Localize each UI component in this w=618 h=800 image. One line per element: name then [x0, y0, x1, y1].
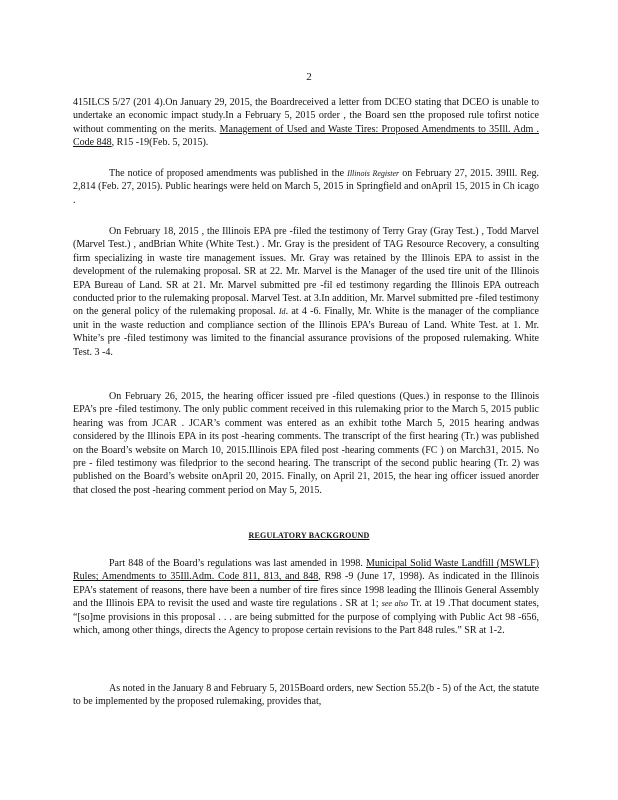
paragraph-section-55-2 [73, 682, 539, 709]
case-citation-used-waste-tires: Management of Used and Waste Tires: Proposed Amendments to 35Ill. Adm . Code 848 [73, 123, 540, 149]
paragraph-part-848-history [73, 557, 539, 637]
paragraph-hearing-officer-questions [73, 390, 539, 497]
paragraph-text: 415ILCS 5/27 (201 4).On January 29, 2015, the Boardreceived a letter from DCEO stating that DCEO is unable to undertake an economic impact study.In a February 5, 2015 order , the Board sen tthe proposed rule tofirst notice without commenting on the merits. [73, 97, 539, 135]
paragraph-text: , R15 -19(Feb. 5, 2015). [111, 137, 209, 149]
paragraph-text: on February 27, 2015. 39Ill. Reg. 2,814 (Feb. 27, 2015). Public hearings were held on March 5, 2015 in Springfield and onApril 15, 2015 in Ch icago . [73, 168, 540, 206]
illinois-register-citation: Illinois Register [347, 169, 400, 178]
paragraph-text: As noted in the January 8 and February 5, 2015Board orders, new Section 55.2(b - 5) of the Act, the statute to be implemented by the proposed rulemaking, provides that, [73, 683, 539, 708]
paragraph-prefiled-testimony [73, 225, 539, 359]
paragraph-text: Part 848 of the Board’s regulations was last amended in 1998. [109, 558, 363, 569]
paragraph-text: On February 26, 2015, the hearing officer issued pre -filed questions (Ques.) in response to the Illinois EPA’s pre -filed testimony. The only public comment received in this rulemaking prior to the March 5, 2015 public hearing was from JCAR . JCAR’s comment was entered as an exhibit tothe March 5, 2015 hearing andwas considered by the Illinois EPA in its post -hearing comments. The transcript of the first hearing (Tr.) was published on the Board’s website on March 10, 2015.Illinois EPA filed post -hearing comments (FC ) on March31, 2015. No pre - filed testimony was filedprior to the second hearing. The transcript of the second public hearing (Tr. 2) was published on the Board’s website onApril 20, 2015. Finally, on April 21, 2015, the hear ing officer issued anorder that closed the post -hearing comment period on May 5, 2015. [73, 391, 539, 496]
paragraph-notice-published [73, 167, 539, 207]
paragraph-text: The notice of proposed amendments was published in the [109, 168, 345, 179]
section-heading-regulatory-background: REGULATORY BACKGROUND [248, 531, 370, 540]
paragraph-text: , R98 -9 (June 17, 1998). As indicated in the Illinois EPA’s statement of reasons, there have been a number of tire fires since 1998 leading the Illinois General Assembly and the Illinois EPA to revisit the used and waste tire regulations . SR at 1; [73, 571, 539, 610]
id-citation: Id [278, 307, 286, 317]
paragraph-text: . at 4 -6. Finally, Mr. White is the manager of the compliance unit in the waste reduction and compliance section of the Illinois EPA’s Bureau of Land. White Test. at 1. Mr. White’s pre -filed testimony was limited to the financial assurance provisions of the proposed rulemaking. White Test. 3 -4. [73, 306, 539, 358]
paragraph-text: Tr. at 19 .That document states, “[so]me provisions in this proposal . . . are being submitted for the purpose of complying with Public Act 98 -656, which, among other things, directs the Agency to propose certain revisions to the Part 848 rules.” SR at 1-2. [73, 598, 539, 637]
paragraph-text: On February 18, 2015 , the Illinois EPA pre -filed the testimony of Terry Gray (Gray Test.) , Todd Marvel (Marvel Test.) , andBrian White (White Test.) . Mr. Gray is the president of TAG Resource Recovery, a consulting firm specializing in waste tire management issues. Mr. Gray was retained by the Illinois EPA to assist in the development of the rulemaking proposal. SR at 22. Mr. Marvel is the Manager of the used tire unit of the Illinois EPA Bureau of Land. SR at 21. Mr. Marvel submitted pre -fil ed testimony regarding the Illinois EPA outreach conducted prior to the rulemaking proposal. Marvel Test. at 3.In addition, Mr. Marvel submitted pre -filed testimony on the general policy of the rulemaking proposal. [73, 226, 539, 318]
case-citation-mswlf-rules: Municipal Solid Waste Landfill (MSWLF) Rules; Amendments to 35Ill.Adm. Code 811, 813, and 848 [73, 558, 539, 583]
page-number: 2 [306, 71, 312, 83]
see-also-signal: see also [381, 599, 408, 609]
paragraph-dceo-first-notice [73, 96, 539, 150]
